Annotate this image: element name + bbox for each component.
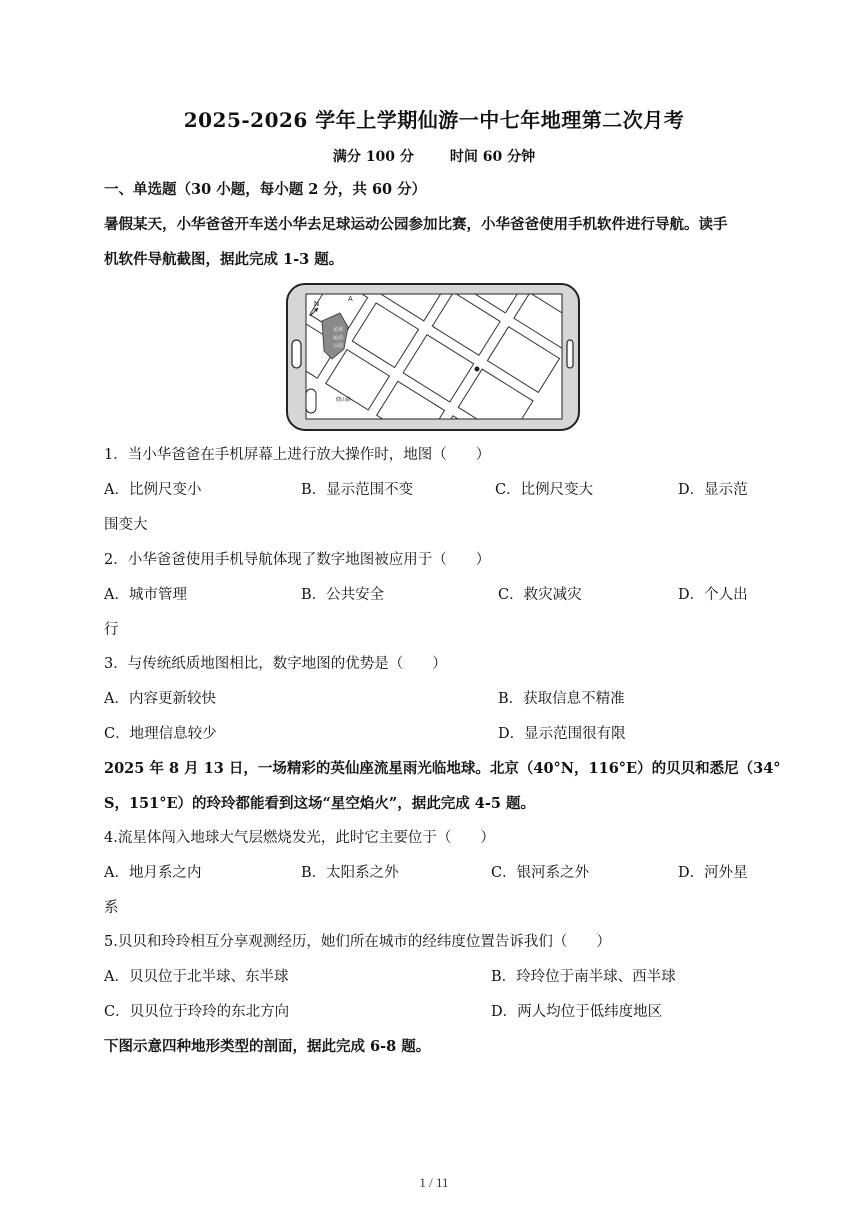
compass-label: N — [314, 301, 320, 308]
road-a-label: A — [348, 296, 353, 303]
q4-option-c: C．银河系之外 — [491, 865, 590, 881]
q3-option-c: C．地理信息较少 — [104, 726, 217, 742]
q3-stem: 3．与传统纸质地图相比，数字地图的优势是（ ） — [104, 656, 447, 672]
q2-option-d-cont: 行 — [104, 622, 119, 638]
q2-option-a: A．城市管理 — [104, 587, 187, 603]
exam-title: 2025-2026 学年上学期仙游一中七年地理第二次月考 — [183, 108, 685, 132]
q5-option-a: A．贝贝位于北半球、东半球 — [104, 969, 289, 985]
q2-option-c: C．救灾减灾 — [498, 587, 582, 603]
q3-option-d: D．显示范围很有限 — [498, 726, 626, 742]
left-button — [292, 340, 301, 368]
q3-option-a: A．内容更新较快 — [104, 691, 216, 707]
q5-option-b: B．玲玲位于南半球、西半球 — [491, 969, 676, 985]
q5-option-d: D．两人均位于低纬度地区 — [491, 1004, 663, 1020]
q2-option-b: B．公共安全 — [301, 587, 385, 603]
location-marker — [475, 367, 480, 372]
q1-option-d-cont: 围变大 — [104, 517, 148, 533]
park-label-2: 运动 — [333, 335, 344, 341]
q1-option-c: C．比例尺变大 — [495, 482, 594, 498]
full-score: 满分 100 分 — [332, 149, 414, 165]
q1-option-b: B．显示范围不变 — [301, 482, 414, 498]
road-south-label: 健山路 — [336, 397, 352, 403]
passage2-line-1: 2025 年 8 月 13 日，一场精彩的英仙座流星雨光临地球。北京（40°N，116°E）的贝贝和悉尼（34° — [104, 760, 781, 777]
q1-stem: 1．当小华爸爸在手机屏幕上进行放大操作时，地图（ ） — [104, 447, 491, 463]
zoom-control — [306, 389, 316, 413]
q5-option-c: C．贝贝位于玲玲的东北方向 — [104, 1004, 290, 1020]
exam-subtitle — [0, 146, 868, 166]
q4-option-d: D．河外星 — [678, 865, 748, 881]
park-label-3: 公园 — [333, 343, 344, 349]
q1-option-a: A．比例尺变小 — [104, 482, 202, 498]
q2-option-d: D．个人出 — [678, 587, 748, 603]
q4-stem: 4.流星体闯入地球大气层燃烧发光，此时它主要位于（ ） — [104, 830, 495, 846]
q5-stem: 5.贝贝和玲玲相互分享观测经历，她们所在城市的经纬度位置告诉我们（ ） — [104, 934, 611, 950]
q3-option-b: B．获取信息不精准 — [498, 691, 625, 707]
phone-map-figure — [286, 283, 580, 431]
q4-option-a: A．地月系之内 — [104, 865, 202, 881]
intro-line-1: 暑假某天，小华爸爸开车送小华去足球运动公园参加比赛，小华爸爸使用手机软件进行导航。读手 — [104, 216, 728, 233]
page-number: 1 / 11 — [419, 1175, 449, 1190]
passage3-line-1: 下图示意四种地形类型的剖面，据此完成 6-8 题。 — [104, 1038, 431, 1055]
exam-time: 时间 60 分钟 — [449, 149, 536, 165]
passage2-line-2: S，151°E）的玲玲都能看到这场“星空焰火”，据此完成 4-5 题。 — [104, 795, 536, 812]
q2-stem: 2．小华爸爸使用手机导航体现了数字地图被应用于（ ） — [104, 552, 491, 568]
q4-option-d-cont: 系 — [104, 900, 119, 916]
q4-option-b: B．太阳系之外 — [301, 865, 399, 881]
section-heading: 一、单选题（30 小题，每小题 2 分，共 60 分） — [104, 181, 427, 198]
park-label-1: 足球 — [333, 327, 344, 333]
intro-line-2: 机软件导航截图，据此完成 1-3 题。 — [104, 251, 344, 268]
q1-option-d: D．显示范 — [678, 482, 748, 498]
right-button — [567, 340, 573, 368]
